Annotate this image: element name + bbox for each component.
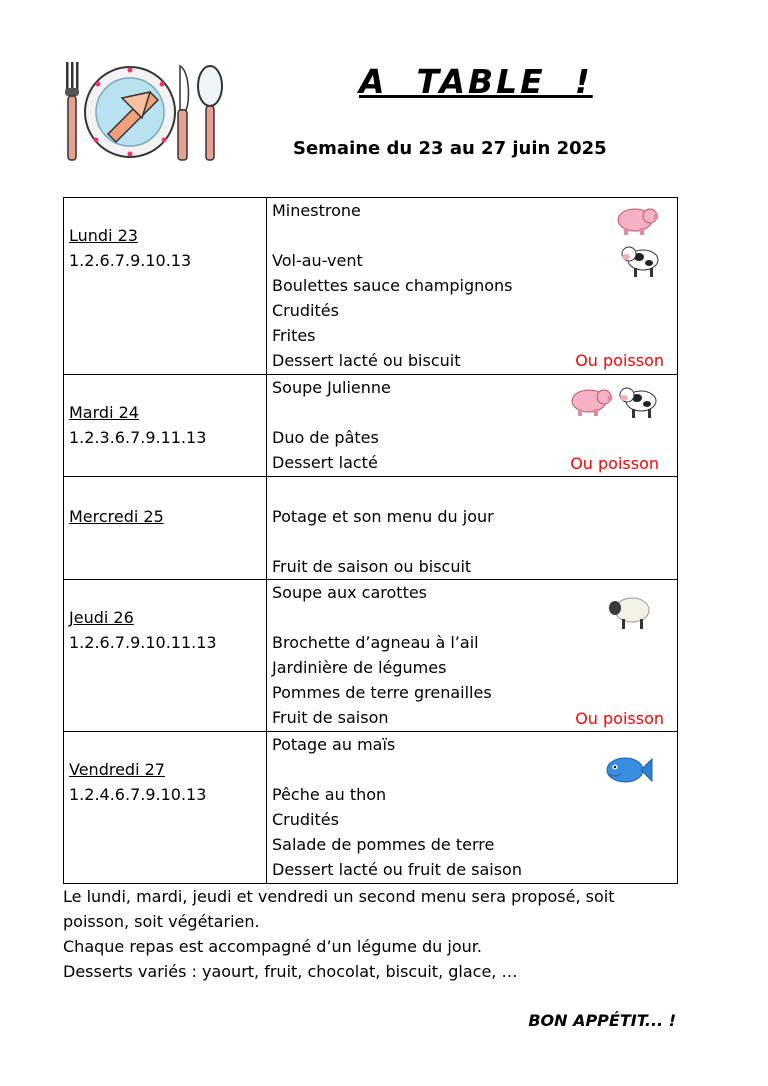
dishes-cell — [267, 732, 678, 884]
dish-line: Pommes de terre grenailles — [272, 683, 492, 702]
dish-line: Crudités — [272, 810, 339, 829]
dish-line: Salade de pommes de terre — [272, 835, 495, 854]
allergen-codes: 1.2.6.7.9.10.11.13 — [69, 633, 217, 652]
table-setting-logo — [58, 62, 233, 170]
dishes-cell — [267, 198, 678, 375]
fork-icon — [65, 62, 79, 160]
dish-line: Pêche au thon — [272, 785, 387, 804]
day-name: Vendredi 27 — [69, 760, 165, 779]
dishes-cell — [267, 580, 678, 732]
page-title: A TABLE ! — [359, 62, 593, 101]
dish-line: Dessert lacté — [272, 453, 378, 472]
day-name: Jeudi 26 — [69, 608, 134, 627]
cow-icon — [621, 242, 663, 278]
weekly-menu-table — [63, 197, 678, 884]
week-subtitle: Semaine du 23 au 27 juin 2025 — [293, 138, 607, 159]
footer-notes — [63, 884, 703, 984]
closing-message: BON APPÉTIT... ! — [528, 1011, 676, 1030]
menu-row-monday — [64, 198, 678, 375]
soup-line: Soupe aux carottes — [272, 583, 428, 602]
day-cell — [64, 477, 267, 580]
menu-row-thursday — [64, 580, 678, 732]
day-cell — [64, 375, 267, 477]
allergen-codes: 1.2.3.6.7.9.11.13 — [69, 428, 207, 447]
cow-icon — [619, 383, 661, 419]
fish-alternative: Ou poisson — [575, 709, 664, 728]
footer-line: poisson, soit végétarien. — [63, 912, 260, 931]
dish-line: Jardinière de légumes — [272, 658, 447, 677]
dish-line: Vol-au-vent — [272, 251, 363, 270]
day-name: Mercredi 25 — [69, 507, 164, 526]
soup-line: Potage au maïs — [272, 735, 396, 754]
day-cell — [64, 580, 267, 732]
pig-icon — [567, 383, 613, 417]
menu-row-wednesday — [64, 477, 678, 580]
knife-icon — [178, 66, 188, 160]
dish-line: Dessert lacté ou fruit de saison — [272, 860, 522, 879]
sheep-icon — [607, 592, 653, 630]
dish-line: Potage et son menu du jour — [272, 507, 494, 526]
dishes-cell — [267, 375, 678, 477]
dish-line: Duo de pâtes — [272, 428, 379, 447]
fish-alternative: Ou poisson — [575, 351, 664, 370]
menu-row-tuesday — [64, 375, 678, 477]
fish-icon — [605, 752, 653, 788]
dish-line: Fruit de saison ou biscuit — [272, 557, 472, 576]
soup-line: Soupe Julienne — [272, 378, 391, 397]
plate-icon — [85, 67, 175, 157]
dish-line: Brochette d’agneau à l’ail — [272, 633, 479, 652]
spoon-icon — [198, 66, 222, 160]
dishes-cell — [267, 477, 678, 580]
pig-icon — [613, 202, 659, 236]
soup-line: Minestrone — [272, 201, 361, 220]
dish-line: Frites — [272, 326, 316, 345]
day-cell — [64, 198, 267, 375]
fish-alternative: Ou poisson — [570, 454, 659, 473]
footer-line: Le lundi, mardi, jeudi et vendredi un second menu sera proposé, soit — [63, 887, 615, 906]
day-cell — [64, 732, 267, 884]
dish-line: Dessert lacté ou biscuit — [272, 351, 461, 370]
menu-row-friday — [64, 732, 678, 884]
footer-line: Desserts variés : yaourt, fruit, chocolat, biscuit, glace, … — [63, 962, 518, 981]
day-name: Lundi 23 — [69, 226, 138, 245]
day-name: Mardi 24 — [69, 403, 139, 422]
allergen-codes: 1.2.6.7.9.10.13 — [69, 251, 192, 270]
dish-line: Boulettes sauce champignons — [272, 276, 513, 295]
dish-line: Fruit de saison — [272, 708, 389, 727]
dish-line: Crudités — [272, 301, 339, 320]
footer-line: Chaque repas est accompagné d’un légume du jour. — [63, 937, 482, 956]
allergen-codes: 1.2.4.6.7.9.10.13 — [69, 785, 207, 804]
